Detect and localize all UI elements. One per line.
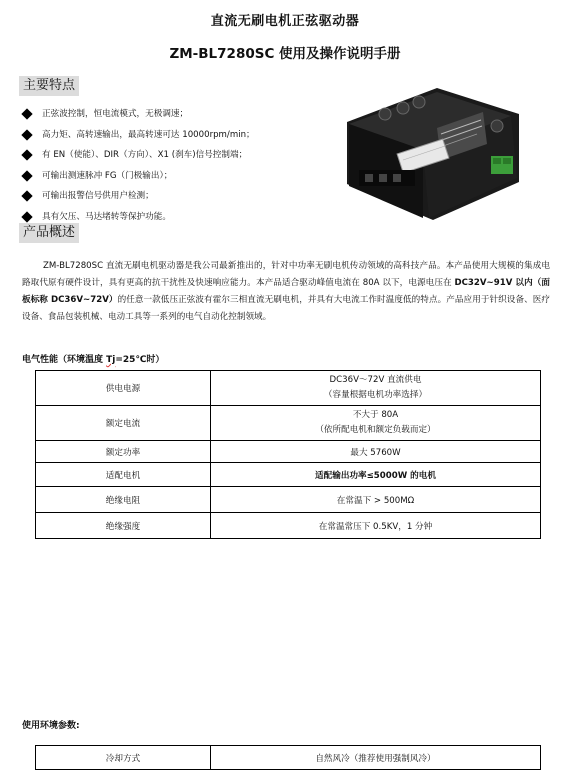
table-row [36,441,541,463]
feature-item: 可输出测速脉冲 FG（门极输出）； [22,166,322,187]
product-photo [341,78,525,226]
document-title: 直流无刷电机正弦驱动器 [210,14,360,29]
table-row [36,487,541,513]
spec-key: 适配电机 [36,463,211,487]
diamond-bullet-icon [21,170,32,181]
diamond-bullet-icon [21,211,32,222]
features-heading: 主要特点 [19,76,79,96]
environment-title: 使用环境参数: [22,721,80,731]
spec-key: 额定电流 [36,406,211,441]
table-row [36,463,541,487]
spec-key: 额定功率 [36,441,211,463]
table-row [36,371,541,406]
spec-value: DC36V～72V 直流供电 （容量根据电机功率选择） [211,371,541,406]
diamond-bullet-icon [21,191,32,202]
spec-value: 在常温下 > 500MΩ [211,487,541,513]
features-list [22,104,322,227]
feature-item: 正弦波控制，恒电流模式，无极调速； [22,104,322,125]
overview-paragraph: ZM-BL7280SC 直流无刷电机驱动器是我公司最新推出的，针对中功率无刷电机传动领域的高科技产品。本产品使用大规模的集成电路取代原有硬件设计，具有更高的抗干扰性及快速响应能力。本产品适合驱动峰值电流在 80A 以下，电源电压在 DC32V~91V 以内（面板标称 DC36V~72V）的任意一款低压正弦波有霍尔三相直流无刷电机，并具有大电流工作时温度低的特点。产品应用于针织设备、医疗设备、食品包装机械、电动工具等一系列的电气自动化控制领域。 [22,261,550,322]
electrical-specs-table [35,370,541,539]
spec-key: 绝缘电阻 [36,487,211,513]
feature-item: 可输出报警信号供用户检测； [22,186,322,207]
environment-table [35,745,541,770]
diamond-bullet-icon [21,129,32,140]
table-row [36,746,541,770]
diamond-bullet-icon [21,150,32,161]
overview-heading: 产品概述 [19,223,79,243]
feature-item: 具有欠压、马达堵转等保护功能。 [22,207,322,228]
spec-value: 不大于 80A （依所配电机和额定负载而定） [211,406,541,441]
spec-value: 适配输出功率≤5000W 的电机 [211,463,541,487]
feature-item: 有 EN（使能）、DIR（方向）、X1 (刹车)信号控制端； [22,145,322,166]
table-row [36,513,541,539]
spec-value: 在常温常压下 0.5KV，1 分钟 [211,513,541,539]
spec-key: 绝缘强度 [36,513,211,539]
table-row [36,406,541,441]
document-subtitle: ZM-BL7280SC 使用及操作说明手册 [169,46,401,62]
spec-key: 供电电源 [36,371,211,406]
feature-item: 高力矩、高转速输出，最高转速可达 10000rpm/min； [22,125,322,146]
spec-key: 冷却方式 [36,746,211,770]
electrical-performance-title: 电气性能（环境温度 Tj=25℃时） [22,355,165,365]
spec-value: 自然风冷（推荐使用强制风冷） [211,746,541,770]
diamond-bullet-icon [21,109,32,120]
spec-value: 最大 5760W [211,441,541,463]
